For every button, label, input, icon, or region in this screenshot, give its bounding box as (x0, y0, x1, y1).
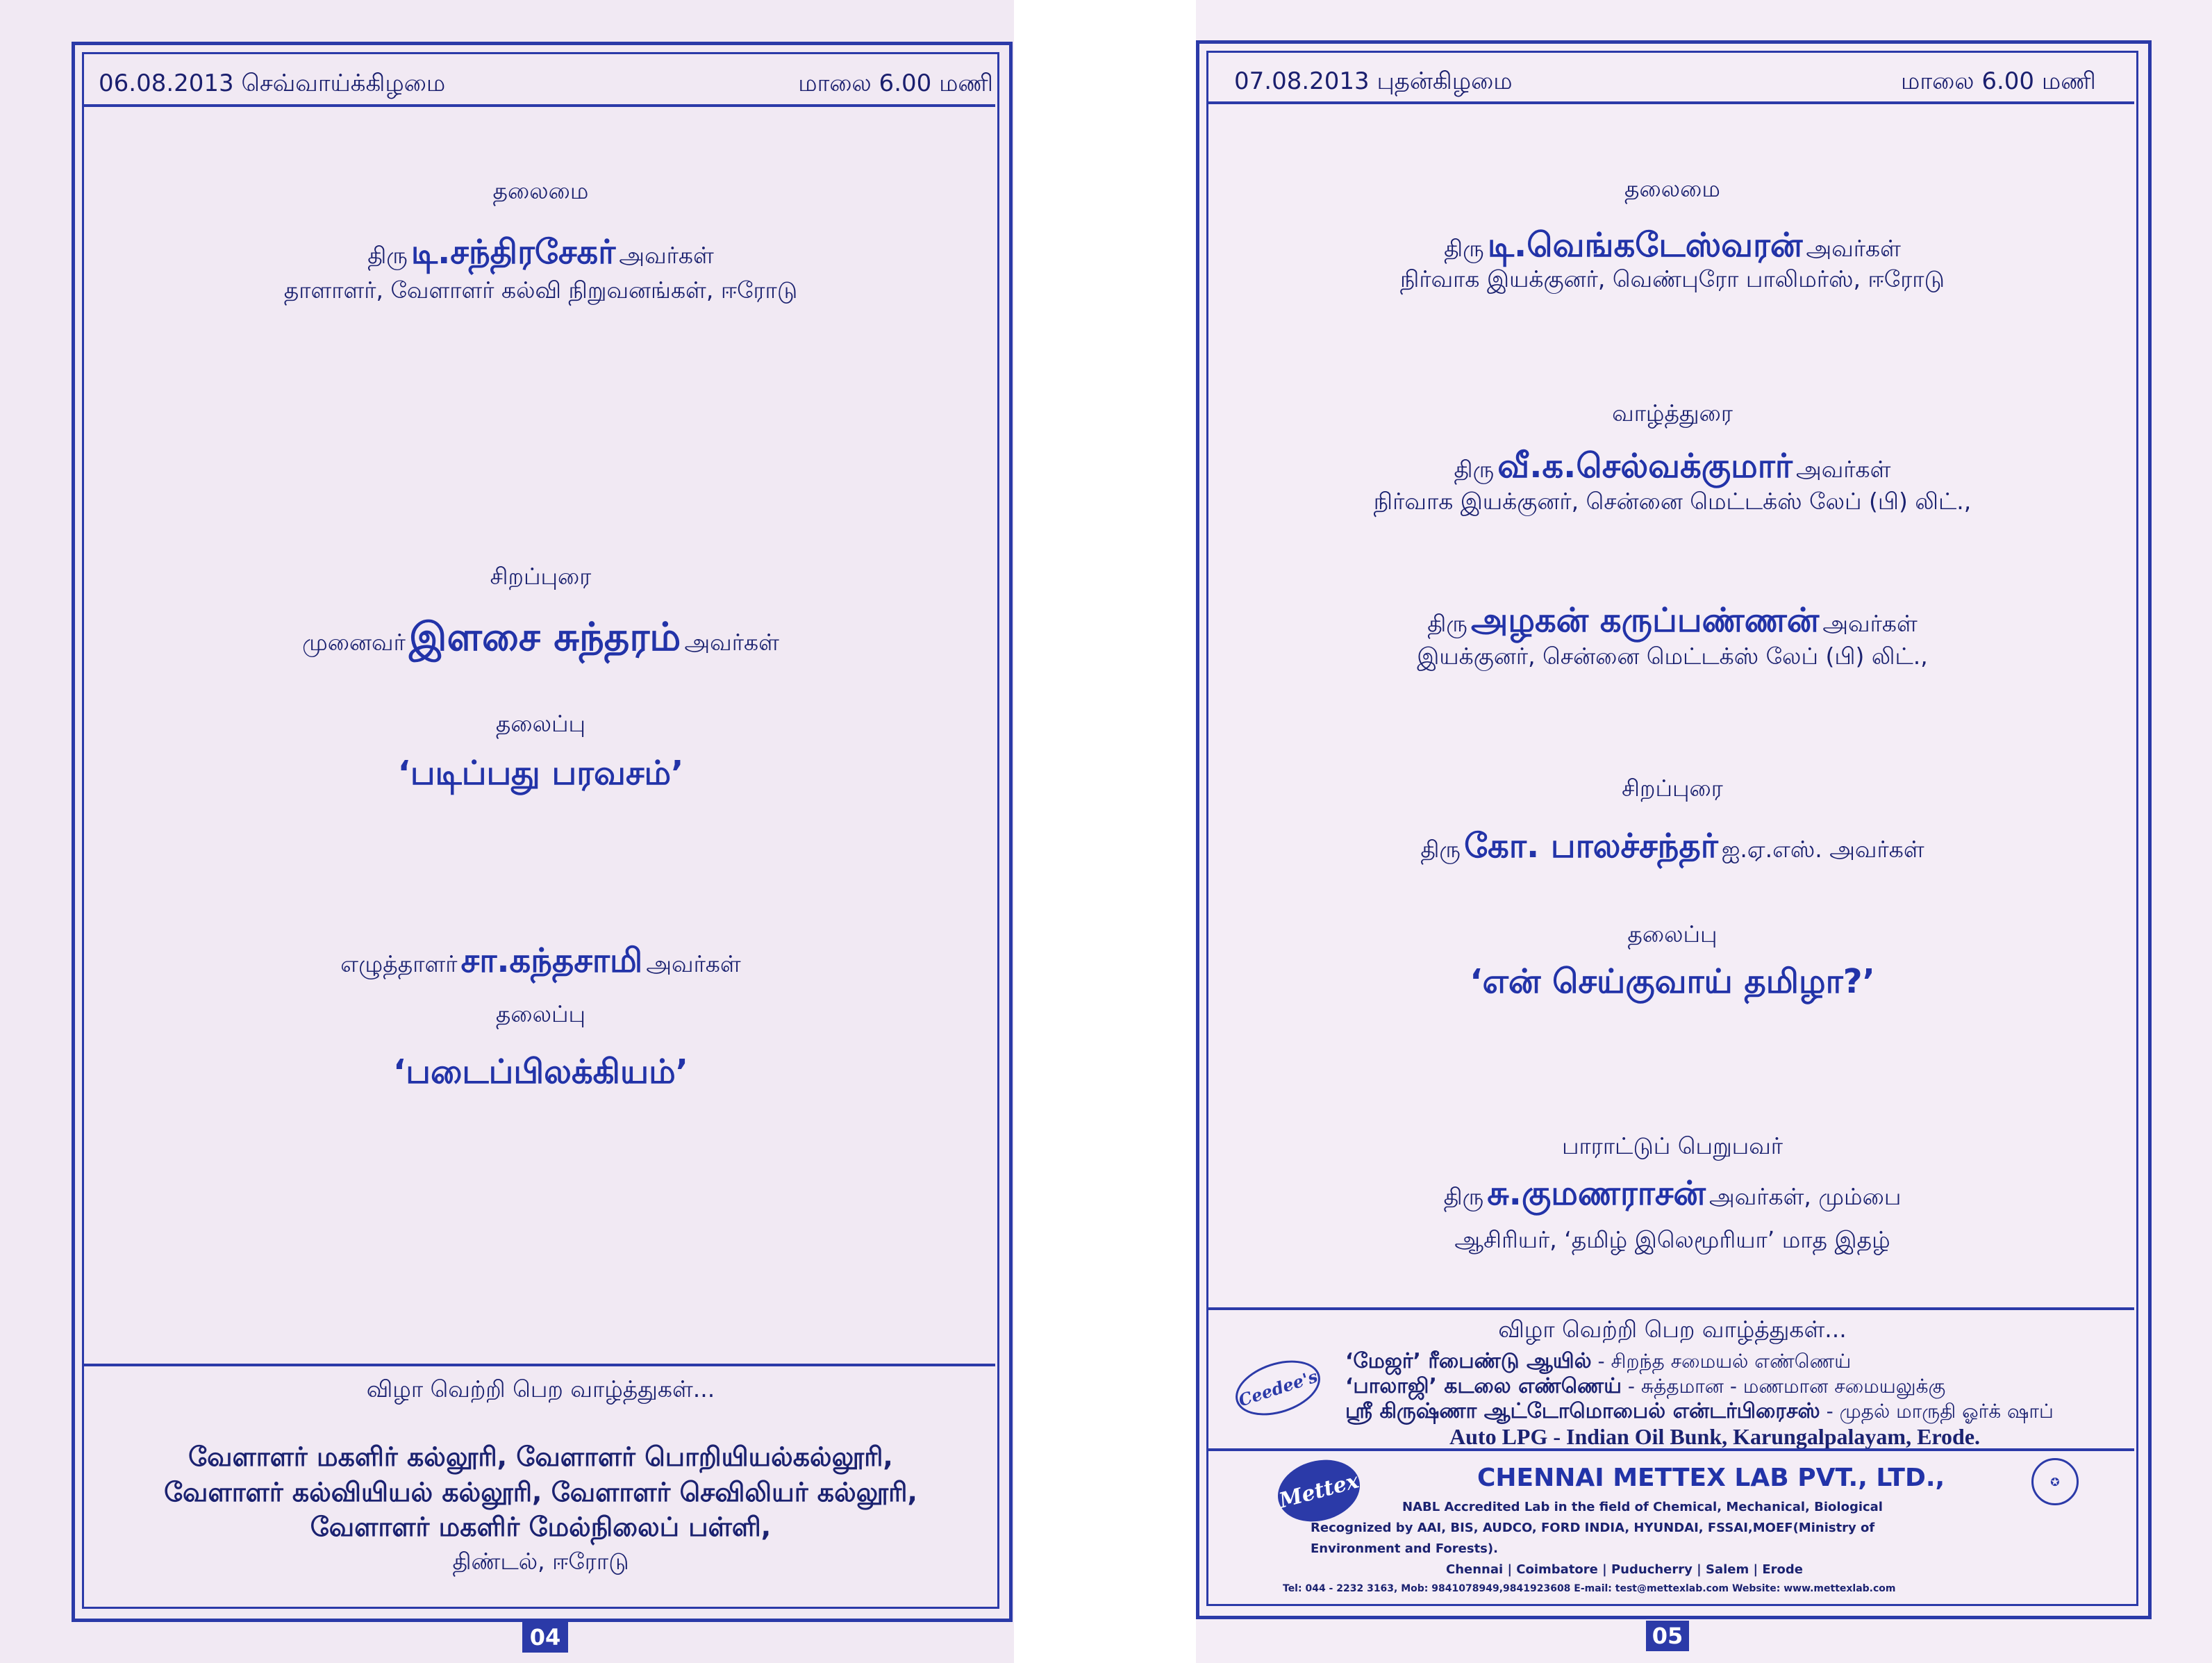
honorific: திரு (367, 242, 408, 269)
topic-title: ‘என் செய்குவாய் தமிழா?’ (1470, 962, 1875, 1001)
mettex-recognition: Recognized by AAI, BIS, AUDCO, FORD INDIA, HYUNDAI, FSSAI,MOEF(Ministry of (1311, 1521, 1875, 1535)
sponsor-line: வேளாளர் மகளிர் மேல்நிலைப் பள்ளி, (310, 1512, 772, 1542)
mettex-contact: Tel: 044 - 2232 3163, Mob: 9841078949,9841923608 E-mail: test@mettexlab.com Website: www.mettexlab.com (1283, 1583, 1896, 1594)
honorific: திரு (1443, 1183, 1484, 1210)
presiding-label: தலைமை (492, 177, 589, 204)
presiding-person (82, 233, 999, 276)
mettex-title: CHENNAI METTEX LAB PVT., LTD., (1477, 1464, 1945, 1492)
honorific: முனைவர் (302, 629, 406, 656)
topic-label: தலைப்பு (495, 710, 586, 737)
ad-line (1345, 1399, 2054, 1426)
topic-label: தலைப்பு (495, 1000, 586, 1027)
program-page-right (1196, 0, 2212, 1663)
program-body (82, 0, 999, 1362)
mettex-accreditation: NABL Accredited Lab in the field of Chemical, Mechanical, Biological (1402, 1500, 1883, 1514)
greeter-2-name: அழகன் கருப்பண்ணன் (1470, 601, 1820, 640)
presiding-name: டி.வெங்கடேஸ்வரன் (1487, 226, 1803, 265)
mettex-logo: Mettex (1271, 1451, 1367, 1530)
ad-line: Auto LPG - Indian Oil Bunk, Karungalpalayam, Erode. (1449, 1424, 1981, 1449)
advertisement-box (1206, 1307, 2138, 1449)
ad-line (1345, 1374, 1945, 1401)
honorific: திரு (1427, 610, 1467, 637)
topic-label: தலைப்பு (1627, 920, 1718, 948)
presiding-role: தாளாளர், வேளாளர் கல்வி நிறுவனங்கள், ஈரோடு (283, 276, 798, 304)
speaker-1 (82, 615, 999, 665)
page-gutter (1014, 0, 1196, 1663)
certification-seal-icon: ✪ (2031, 1458, 2079, 1505)
honorific-suffix: அவர்கள், மும்பை (1709, 1183, 1902, 1210)
honorific-suffix: அவர்கள் (684, 629, 779, 656)
event-date: 06.08.2013 செவ்வாய்க்கிழமை (99, 69, 446, 97)
honoree (1206, 1174, 2138, 1217)
speaker-1-name: இளசை சுந்தரம் (408, 615, 681, 660)
honorific: திரு (1454, 456, 1495, 483)
ad-desc: - சிறந்த சமையல் எண்ணெய் (1597, 1350, 1852, 1373)
wishes-text: விழா வெற்றி பெற வாழ்த்துகள்... (366, 1375, 715, 1403)
honorific-suffix: அவர்கள் (646, 950, 741, 977)
honorific-suffix: அவர்கள் (1822, 610, 1918, 637)
page-number: 04 (522, 1622, 568, 1653)
honorific-suffix: அவர்கள் (619, 242, 714, 269)
speaker (1206, 827, 2138, 870)
ad-brand: ஸ்ரீ கிருஷ்ணா ஆட்டோமொபைல் என்டர்பிரைசஸ் (1345, 1399, 1820, 1423)
program-body (1206, 0, 2138, 1306)
honoree-role: ஆசிரியர், ‘தமிழ் இலெமூரியா’ மாத இதழ் (1454, 1226, 1890, 1253)
topic-title: ‘படைப்பிலக்கியம்’ (393, 1052, 688, 1091)
greeter-1-role: நிர்வாக இயக்குனர், சென்னை மெட்டக்ஸ் லேப் (பி) லிட்., (1373, 488, 1972, 515)
ad-desc: - முதல் மாருதி ஓர்க் ஷாப் (1826, 1400, 2054, 1423)
event-time: மாலை 6.00 மணி (1901, 67, 2096, 95)
presiding-role: நிர்வாக இயக்குனர், வெண்புரோ பாலிமர்ஸ், ஈரோடு (1400, 265, 1945, 292)
honorific: எழுத்தாளர் (340, 950, 458, 977)
honorific-suffix: ஐ.ஏ.எஸ். அவர்கள் (1721, 836, 1924, 863)
ceedees-logo: Ceedee's (1229, 1350, 1327, 1425)
presiding-person (1206, 226, 2138, 269)
ad-brand: ‘மேஜர்’ ரீபைண்டு ஆயில் (1345, 1349, 1592, 1373)
sponsor-line: வேளாளர் மகளிர் கல்லூரி, வேளாளர் பொறியியல்கல்லூரி, (188, 1441, 893, 1472)
mettex-box (1206, 1448, 2138, 1601)
honoree-name: சு.குமணராசன் (1487, 1174, 1706, 1213)
sponsor-line: வேளாளர் கல்வியியல் கல்லூரி, வேளாளர் செவிலியர் கல்லூரி, (164, 1477, 917, 1507)
presiding-label: தலைமை (1624, 175, 1720, 202)
special-address-label: சிறப்புரை (1622, 775, 1723, 802)
greeter-1 (1206, 447, 2138, 490)
program-page-left (0, 0, 1014, 1663)
sponsor-box (82, 1364, 999, 1600)
greeting-label: வாழ்த்துரை (1612, 399, 1733, 427)
event-date: 07.08.2013 புதன்கிழமை (1234, 67, 1513, 95)
event-time: மாலை 6.00 மணி (798, 69, 993, 97)
honoree-label: பாராட்டுப் பெறுபவர் (1561, 1132, 1783, 1159)
special-address-label: சிறப்புரை (490, 563, 592, 590)
mettex-recognition-cont: Environment and Forests). (1311, 1541, 1498, 1556)
greeter-2-role: இயக்குனர், சென்னை மெட்டக்ஸ் லேப் (பி) லிட்., (1417, 643, 1928, 670)
wishes-text: விழா வெற்றி பெற வாழ்த்துகள்... (1498, 1316, 1847, 1343)
ad-brand: ‘பாலாஜி’ கடலை எண்ணெய் (1345, 1374, 1622, 1398)
greeter-1-name: வீ.க.செல்வக்குமார் (1497, 447, 1793, 486)
honorific: திரு (1420, 836, 1461, 863)
speaker-2-name: சா.கந்தசாமி (460, 941, 643, 980)
greeter-2 (1206, 601, 2138, 644)
mettex-branches: Chennai | Coimbatore | Puducherry | Salem | Erode (1446, 1562, 1803, 1577)
honorific: திரு (1444, 235, 1484, 262)
ad-line (1345, 1349, 1851, 1376)
topic-title: ‘படிப்பது பரவசம்’ (397, 754, 684, 793)
page-number: 05 (1646, 1621, 1689, 1651)
ad-desc: - சுத்தமான - மணமான சமையலுக்கு (1627, 1375, 1946, 1398)
speaker-name: கோ. பாலச்சந்தர் (1464, 827, 1718, 866)
honorific-suffix: அவர்கள் (1796, 456, 1891, 483)
presiding-name: டி.சந்திரசேகர் (410, 233, 616, 272)
honorific-suffix: அவர்கள் (1806, 235, 1901, 262)
speaker-2 (82, 941, 999, 984)
sponsor-location: திண்டல், ஈரோடு (452, 1548, 629, 1575)
